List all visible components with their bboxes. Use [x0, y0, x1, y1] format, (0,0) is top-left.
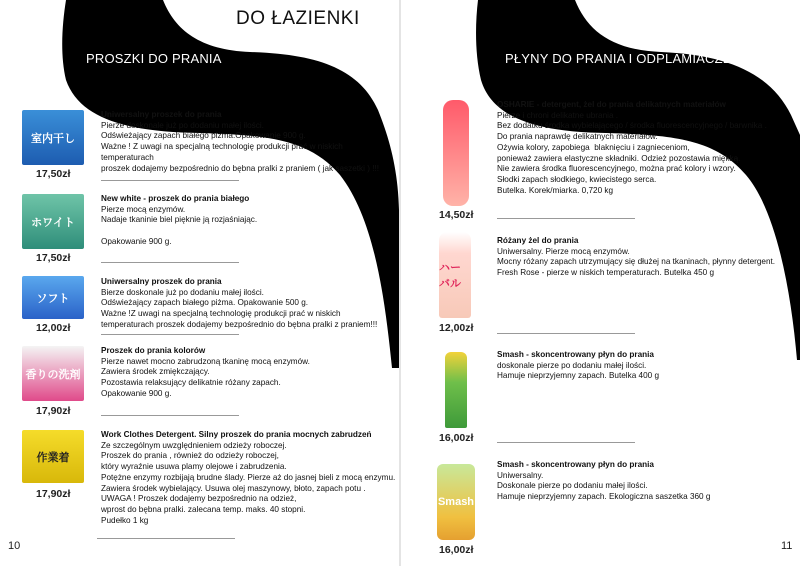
desc-line: Opakowanie 900 g.	[101, 388, 172, 398]
product-title: Smash - skoncentrowany płyn do prania	[497, 460, 654, 469]
product-description	[101, 346, 310, 400]
product-description	[497, 350, 659, 382]
desc-line: Bez dodatku środka wybielającego / środka fluorescencyjnego / barwnika .	[497, 121, 767, 131]
page-title: DO ŁAZIENKI	[236, 8, 360, 29]
desc-line: Proszek do prania , również do odzieży roboczej,	[101, 451, 279, 461]
product-image: Smash	[437, 464, 475, 540]
desc-line: Ważne !Z uwagi na specjalną technologię produkcji prać w niskich	[101, 309, 341, 319]
product-description	[101, 430, 395, 526]
separator	[497, 442, 635, 443]
section-heading-liquids: PŁYNY DO PRANIA I ODPLAMIACZE	[505, 51, 732, 66]
desc-line: Ze szczególnym uwzględnieniem odzieży roboczej.	[101, 440, 287, 450]
section-heading-powders: PROSZKI DO PRANIA	[86, 51, 222, 66]
desc-line: Pozostawia relaksujący delikatnie różany zapach.	[101, 378, 281, 388]
product-image: ソフト	[22, 276, 84, 319]
desc-line: UWAGA ! Proszek dodajemy bezpośrednio na odzież,	[101, 494, 297, 504]
product-title: OSHARIE - detergent, żel do prania delikatnych materiałów	[497, 100, 726, 109]
desc-line: Butelka. Korek/miarka. 0,720 kg	[497, 185, 614, 195]
separator	[97, 538, 235, 539]
desc-line: Bierze doskonale już po dodaniu małej ilości.	[101, 287, 264, 297]
desc-line: Ożywia kolory, zapobiega blaknięciu i zagnieceniom,	[497, 142, 690, 152]
desc-line: Hamuje nieprzyjemny zapach. Butelka 400 g	[497, 371, 660, 381]
price: 17,90zł	[36, 488, 71, 500]
separator	[497, 333, 635, 334]
product-title: Uniwersalny proszek do prania	[101, 110, 222, 119]
product-title: Smash - skoncentrowany płyn do prania	[497, 350, 654, 359]
desc-line: Pudełko 1 kg	[101, 515, 149, 525]
product-description	[497, 460, 710, 503]
product-image	[443, 100, 469, 206]
price: 12,00zł	[439, 322, 474, 334]
desc-line: Opakowanie 900 g.	[101, 236, 172, 246]
separator	[497, 218, 635, 219]
product-description	[101, 194, 257, 248]
desc-line: Do prania naprawdę delikatnych materiałów.	[497, 132, 658, 142]
desc-line: Potężne enzymy rozbijają brudne ślady. Pierze aż do jasnej bieli z mocą enzymu.	[101, 472, 396, 482]
product-image	[445, 352, 467, 428]
separator	[101, 415, 239, 416]
desc-line: Pierze doskonale już po dodaniu małej ilości.	[101, 120, 264, 130]
page-number: 11	[781, 540, 793, 552]
product-image: 作業着	[22, 430, 84, 483]
desc-line: Pierze mocą enzymów.	[101, 204, 186, 214]
desc-line: Fresh Rose - pierze w niskich temperaturach. Butelka 450 g	[497, 268, 715, 278]
price: 17,50zł	[36, 252, 71, 264]
desc-line: który wyraźnie usuwa plamy olejowe i zabrudzenia.	[101, 462, 287, 472]
desc-line: proszek dodajemy bezpośrednio do bębna pralki z praniem ( jak saszetki ) !!!	[101, 163, 380, 173]
product-title: New white - proszek do prania białego	[101, 194, 250, 203]
separator	[101, 180, 239, 181]
product-description	[101, 277, 377, 331]
desc-line: Hamuje nieprzyjemny zapach. Ekologiczna saszetka 360 g	[497, 492, 711, 502]
desc-line: Uniwersalny.	[497, 470, 544, 480]
desc-line: ponieważ zawiera elastyczne składniki. Odzież pozostawia miękką.	[497, 153, 741, 163]
price: 12,00zł	[36, 322, 71, 334]
desc-line: Doskonale pierze po dodaniu małej ilości.	[497, 481, 648, 491]
product-title: Work Clothes Detergent. Silny proszek do prania mocnych zabrudzeń	[101, 430, 372, 439]
desc-line: Zawiera środek wybielający. Usuwa olej maszynowy, błoto, zapach potu .	[101, 483, 366, 493]
desc-line: Odświeżający zapach białego piżma.Opakowanie 900 g.	[101, 131, 306, 141]
left-page	[0, 0, 399, 566]
price: 17,50zł	[36, 168, 71, 180]
product-title: Uniwersalny proszek do prania	[101, 277, 222, 286]
desc-line: Uniwersalny. Pierze mocą enzymów.	[497, 246, 630, 256]
desc-line: Nie zawiera środka fluorescencyjnego, można prać kolory i wzory.	[497, 164, 736, 174]
desc-line: Pierze nawet mocno zabrudzoną tkaninę mocą enzymów.	[101, 356, 310, 366]
desc-line: doskonale pierze po dodaniu małej ilości.	[497, 360, 647, 370]
price: 14,50zł	[439, 209, 474, 221]
separator	[101, 334, 239, 335]
desc-line: Słodki zapach słodkiego, kwiecistego serca.	[497, 174, 657, 184]
product-description	[497, 236, 775, 279]
desc-line: Pierze i chroni delikatne ubrania .	[497, 110, 619, 120]
price: 16,00zł	[439, 544, 474, 556]
desc-line: temperaturach proszek dodajemy bezpośrednio do bębna pralki z praniem!!!	[101, 319, 378, 329]
desc-line	[101, 226, 257, 237]
product-image: 香りの洗剤	[22, 346, 84, 401]
product-image: ホワイト	[22, 194, 84, 249]
right-page	[401, 0, 800, 566]
desc-line: Odświeżający zapach białego piżma. Opakowanie 500 g.	[101, 298, 309, 308]
price: 16,00zł	[439, 432, 474, 444]
desc-line: temperaturach	[101, 152, 154, 162]
desc-line: wprost do bębna pralki. zalecana temp. maks. 40 stopni.	[101, 504, 306, 514]
desc-line: Mocny różany zapach utrzymujący się dłużej na tkaninach, płynny detergent.	[497, 257, 776, 267]
separator	[101, 262, 239, 263]
product-title: Różany żel do prania	[497, 236, 579, 245]
product-description	[101, 110, 379, 174]
desc-line: Zawiera środek zmiękczający.	[101, 367, 210, 377]
product-title: Proszek do prania kolorów	[101, 346, 206, 355]
product-description	[497, 100, 767, 196]
desc-line: Nadaje tkaninie biel pięknie ją rozjaśniając.	[101, 215, 258, 225]
product-image: 室内干し	[22, 110, 84, 165]
product-image: ハーバル	[439, 232, 471, 318]
price: 17,90zł	[36, 405, 71, 417]
desc-line: Ważne ! Z uwagi na specjalną technologię produkcji prać w niskich	[101, 142, 343, 152]
page-number: 10	[8, 540, 21, 552]
